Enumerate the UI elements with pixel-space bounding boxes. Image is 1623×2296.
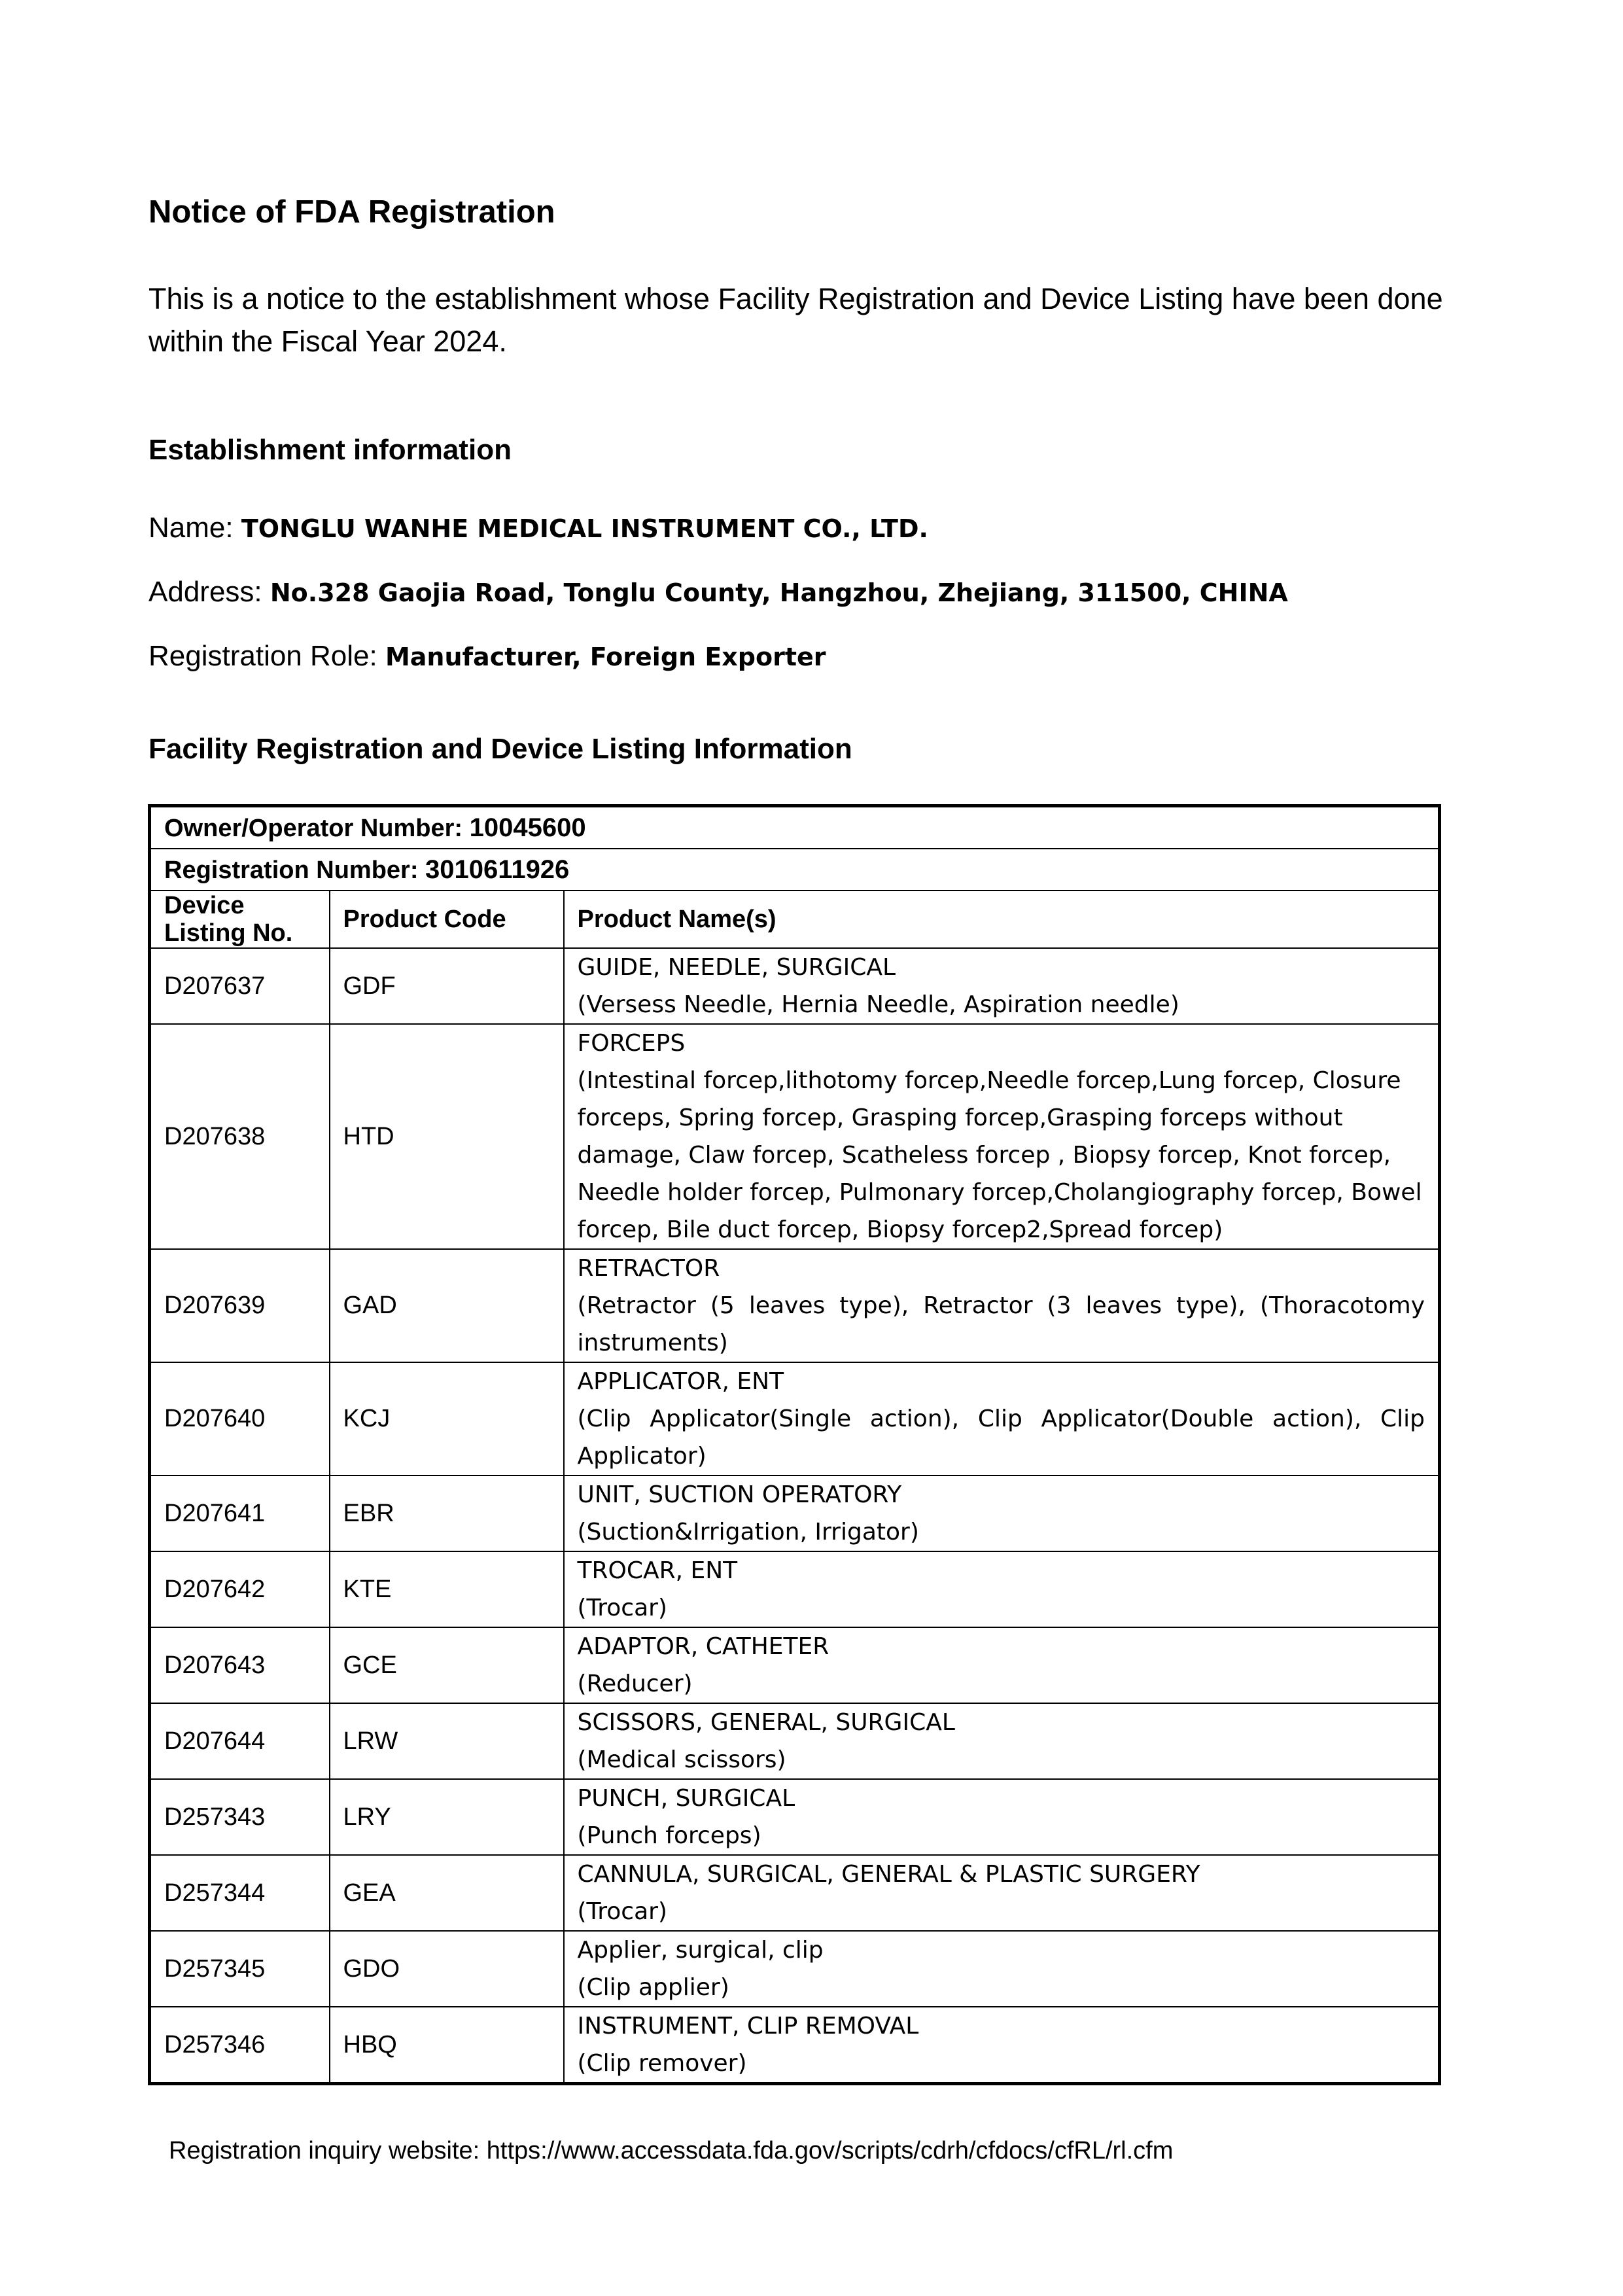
product-detail: (Clip Applicator(Single action), Clip Applicator(Double action), Clip Applicator) bbox=[577, 1405, 1425, 1470]
table-row bbox=[150, 2007, 1440, 2084]
table-row bbox=[150, 1362, 1440, 1475]
registration-number-row bbox=[150, 849, 1440, 891]
product-names-cell bbox=[564, 1779, 1440, 1855]
product-code: EBR bbox=[330, 1475, 564, 1551]
establishment-heading: Establishment information bbox=[148, 434, 512, 466]
device-listing-number: D207643 bbox=[150, 1627, 330, 1703]
table-row bbox=[150, 1855, 1440, 1931]
product-name: APPLICATOR, ENT bbox=[577, 1368, 784, 1395]
owner-number: 10045600 bbox=[469, 813, 586, 842]
registration-inquiry-footer: Registration inquiry website: https://www.accessdata.fda.gov/scripts/cdrh/cfdocs/cfRL/rl.cfm bbox=[169, 2137, 1174, 2164]
product-detail: (Clip remover) bbox=[577, 2050, 747, 2077]
column-header-names: Product Name(s) bbox=[564, 891, 1440, 948]
establishment-address bbox=[148, 576, 1288, 609]
name-label: Name: bbox=[148, 512, 241, 544]
product-names-cell bbox=[564, 1627, 1440, 1703]
product-detail: (Trocar) bbox=[577, 1595, 667, 1621]
product-detail: (Intestinal forcep,lithotomy forcep,Needle forcep,Lung forcep, Closure forceps, Spring forcep, Grasping forcep,Grasping forceps without damage, Claw forcep, Scatheless forcep , Biopsy forcep, Knot forcep, Needle holder forcep, Pulmonary forcep,Cholangiography forcep, Bowel forcep, Bile duct forcep, Biopsy forcep2,Spread forcep) bbox=[577, 1067, 1422, 1243]
role-value: Manufacturer, Foreign Exporter bbox=[385, 643, 826, 671]
role-label: Registration Role: bbox=[148, 640, 385, 672]
product-detail: (Suction&Irrigation, Irrigator) bbox=[577, 1519, 919, 1545]
product-code: KCJ bbox=[330, 1362, 564, 1475]
product-code: KTE bbox=[330, 1551, 564, 1627]
product-name: ADAPTOR, CATHETER bbox=[577, 1633, 829, 1660]
product-code: HBQ bbox=[330, 2007, 564, 2084]
device-listing-number: D257344 bbox=[150, 1855, 330, 1931]
product-name: CANNULA, SURGICAL, GENERAL & PLASTIC SURGERY bbox=[577, 1861, 1200, 1888]
table-row bbox=[150, 948, 1440, 1024]
table-row bbox=[150, 1024, 1440, 1249]
product-names-cell bbox=[564, 2007, 1440, 2084]
product-code: GAD bbox=[330, 1249, 564, 1362]
registration-role bbox=[148, 640, 826, 673]
product-detail: (Punch forceps) bbox=[577, 1822, 761, 1849]
column-header-listing: Device Listing No. bbox=[150, 891, 330, 948]
product-detail: (Versess Needle, Hernia Needle, Aspiration needle) bbox=[577, 991, 1179, 1018]
product-detail: (Medical scissors) bbox=[577, 1746, 786, 1773]
product-detail: (Clip applier) bbox=[577, 1974, 729, 2001]
column-header-code: Product Code bbox=[330, 891, 564, 948]
device-listing-number: D257343 bbox=[150, 1779, 330, 1855]
column-header-row bbox=[150, 891, 1440, 948]
device-listing-number: D207639 bbox=[150, 1249, 330, 1362]
device-listing-number: D207637 bbox=[150, 948, 330, 1024]
product-code: GDO bbox=[330, 1931, 564, 2007]
table-row bbox=[150, 1475, 1440, 1551]
product-names-cell bbox=[564, 1855, 1440, 1931]
owner-operator-cell bbox=[150, 806, 1440, 849]
table-row bbox=[150, 1779, 1440, 1855]
establishment-name bbox=[148, 512, 928, 544]
product-name: Applier, surgical, clip bbox=[577, 1937, 824, 1964]
product-names-cell bbox=[564, 1551, 1440, 1627]
name-value: TONGLU WANHE MEDICAL INSTRUMENT CO., LTD. bbox=[241, 514, 928, 543]
registration-number-cell bbox=[150, 849, 1440, 891]
product-names-cell bbox=[564, 1249, 1440, 1362]
product-names-cell bbox=[564, 1024, 1440, 1249]
product-names-cell bbox=[564, 1362, 1440, 1475]
device-listing-number: D257346 bbox=[150, 2007, 330, 2084]
product-name: SCISSORS, GENERAL, SURGICAL bbox=[577, 1709, 955, 1736]
table-row bbox=[150, 1551, 1440, 1627]
product-code: HTD bbox=[330, 1024, 564, 1249]
intro-paragraph: This is a notice to the establishment whose Facility Registration and Device Listing have been done within the Fiscal Year 2024. bbox=[148, 282, 1443, 358]
owner-label: Owner/Operator Number: bbox=[164, 814, 470, 842]
device-listing-number: D207641 bbox=[150, 1475, 330, 1551]
product-names-cell bbox=[564, 1475, 1440, 1551]
product-name: PUNCH, SURGICAL bbox=[577, 1785, 795, 1812]
table-row bbox=[150, 1931, 1440, 2007]
device-listing-number: D207644 bbox=[150, 1703, 330, 1779]
product-name: RETRACTOR bbox=[577, 1255, 720, 1282]
product-name: UNIT, SUCTION OPERATORY bbox=[577, 1481, 902, 1508]
product-detail: (Trocar) bbox=[577, 1898, 667, 1925]
product-names-cell bbox=[564, 948, 1440, 1024]
device-listing-number: D207642 bbox=[150, 1551, 330, 1627]
facility-heading: Facility Registration and Device Listing Information bbox=[148, 733, 852, 765]
product-code: LRY bbox=[330, 1779, 564, 1855]
product-names-cell bbox=[564, 1703, 1440, 1779]
product-names-cell bbox=[564, 1931, 1440, 2007]
product-name: GUIDE, NEEDLE, SURGICAL bbox=[577, 954, 896, 981]
device-listing-number: D207638 bbox=[150, 1024, 330, 1249]
owner-operator-row bbox=[150, 806, 1440, 849]
registration-label: Registration Number: bbox=[164, 856, 426, 884]
product-detail: (Reducer) bbox=[577, 1670, 693, 1697]
table-row bbox=[150, 1627, 1440, 1703]
product-name: TROCAR, ENT bbox=[577, 1557, 738, 1584]
product-code: LRW bbox=[330, 1703, 564, 1779]
product-code: GDF bbox=[330, 948, 564, 1024]
address-value: No.328 Gaojia Road, Tonglu County, Hangzhou, Zhejiang, 311500, CHINA bbox=[270, 578, 1288, 607]
product-code: GCE bbox=[330, 1627, 564, 1703]
table-row bbox=[150, 1249, 1440, 1362]
device-listing-number: D257345 bbox=[150, 1931, 330, 2007]
table-row bbox=[150, 1703, 1440, 1779]
product-name: INSTRUMENT, CLIP REMOVAL bbox=[577, 2013, 919, 2040]
product-code: GEA bbox=[330, 1855, 564, 1931]
device-listing-number: D207640 bbox=[150, 1362, 330, 1475]
page-title: Notice of FDA Registration bbox=[148, 194, 555, 230]
address-label: Address: bbox=[148, 576, 270, 608]
product-name: FORCEPS bbox=[577, 1030, 686, 1057]
registration-number: 3010611926 bbox=[425, 855, 570, 884]
device-listing-table bbox=[148, 804, 1441, 2085]
product-detail: (Retractor (5 leaves type), Retractor (3 leaves type), (Thoracotomy instruments) bbox=[577, 1292, 1425, 1356]
